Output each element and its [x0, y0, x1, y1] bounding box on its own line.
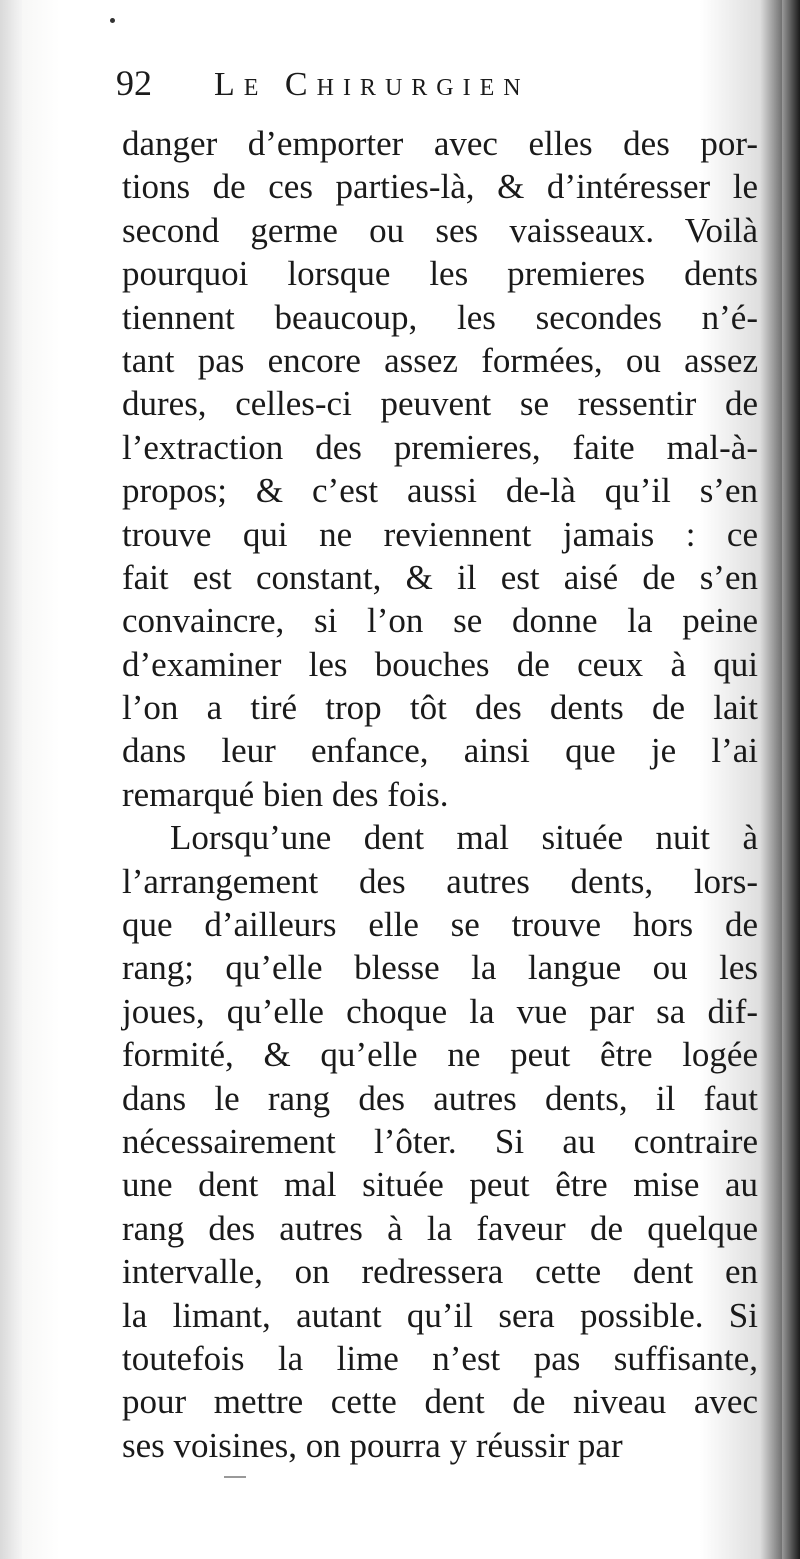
text-line: joues, qu’elle choque la vue par sa dif- — [122, 991, 758, 1031]
text-line: Lorsqu’une dent mal située nuit à — [170, 818, 758, 858]
text-line: pourquoi lorsque les premieres dents — [122, 254, 758, 294]
ink-speck — [110, 18, 115, 23]
text-line: remarqué bien des fois. — [122, 774, 449, 814]
text-line: intervalle, on redressera cette dent en — [122, 1252, 758, 1292]
text-line: rang des autres à la faveur de quelque — [122, 1208, 758, 1248]
text-line: dans le rang des autres dents, il faut — [122, 1078, 758, 1118]
text-line: que d’ailleurs elle se trouve hors de — [122, 905, 758, 945]
text-line: tiennent beaucoup, les secondes n’é- — [122, 297, 758, 337]
page-gutter — [0, 0, 22, 1559]
text-line: tions de ces parties-là, & d’intéresser le — [122, 167, 758, 207]
text-line: dans leur enfance, ainsi que je l’ai — [122, 731, 758, 771]
text-line: convaincre, si l’on se donne la peine — [122, 601, 758, 641]
paragraph — [122, 122, 758, 816]
text-line: l’arrangement des autres dents, lors- — [122, 861, 758, 901]
text-line: d’examiner les bouches de ceux à qui — [122, 644, 758, 684]
page-number: 92 — [116, 63, 152, 103]
text-line: rang; qu’elle blesse la langue ou les — [122, 948, 758, 988]
text-line: formité, & qu’elle ne peut être logée — [122, 1035, 758, 1075]
text-line: trouve qui ne reviennent jamais : ce — [122, 514, 758, 554]
text-line: nécessairement l’ôter. Si au contraire — [122, 1121, 758, 1161]
page-header — [116, 62, 766, 122]
text-line: pour mettre cette dent de niveau avec — [122, 1382, 758, 1422]
text-line: fait est constant, & il est aisé de s’en — [122, 557, 758, 597]
body-text — [122, 122, 758, 1467]
text-line: propos; & c’est aussi de-là qu’il s’en — [122, 471, 758, 511]
paragraph — [122, 816, 758, 1467]
text-line: la limant, autant qu’il sera possible. Si — [122, 1295, 758, 1335]
text-line: second germe ou ses vaisseaux. Voilà — [122, 210, 758, 250]
running-head: Le Chirurgien — [214, 66, 530, 103]
footer-rule — [224, 1476, 246, 1478]
text-line: toutefois la lime n’est pas suffisante, — [122, 1338, 758, 1378]
text-line: dures, celles-ci peuvent se ressentir de — [122, 384, 758, 424]
text-line: l’extraction des premieres, faite mal-à- — [122, 427, 758, 467]
text-line: une dent mal située peut être mise au — [122, 1165, 758, 1205]
page-edge-shadow — [782, 0, 800, 1559]
text-line: tant pas encore assez formées, ou assez — [122, 340, 758, 380]
text-line: l’on a tiré trop tôt des dents de lait — [122, 688, 758, 728]
text-line: danger d’emporter avec elles des por- — [122, 124, 758, 163]
text-line: ses voisines, on pourra y réussir par — [122, 1425, 623, 1465]
